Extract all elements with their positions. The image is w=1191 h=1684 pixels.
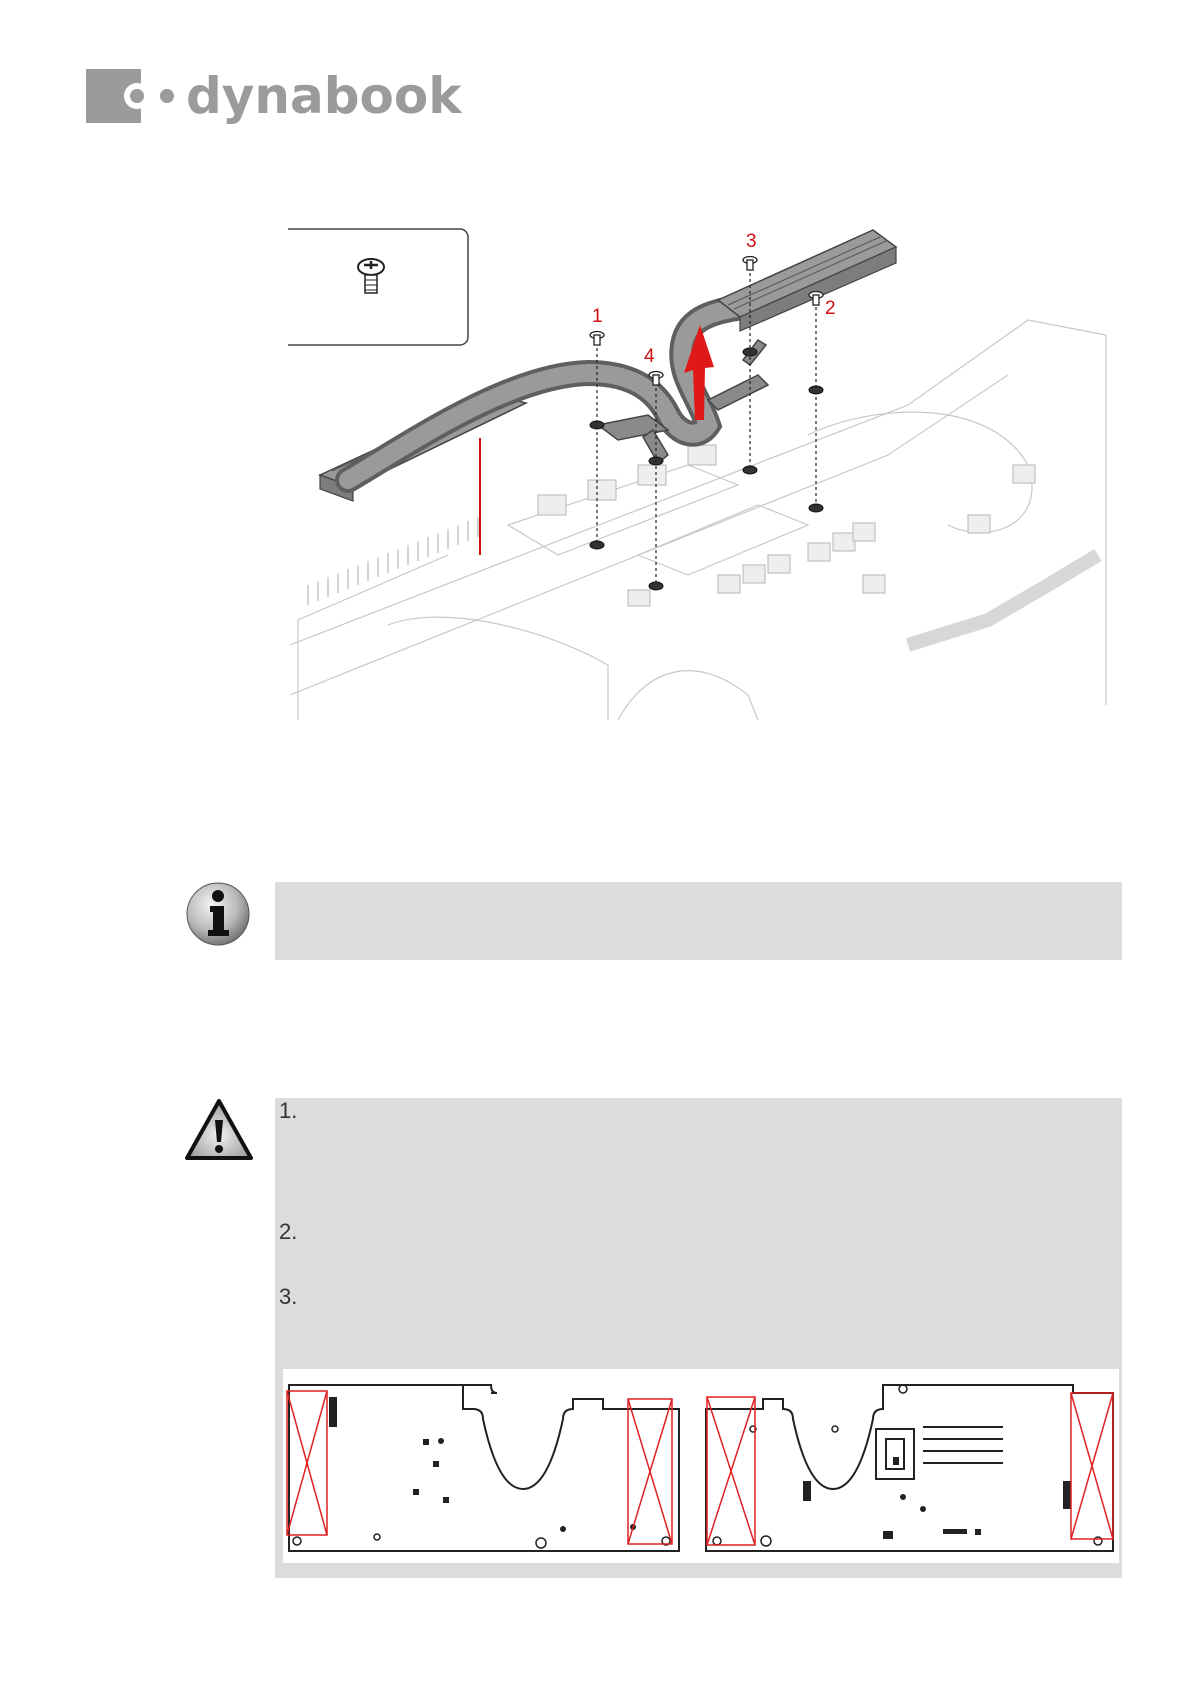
screw-label-1: 1 bbox=[592, 306, 603, 327]
caution-item-number-2: 2. bbox=[279, 1219, 298, 1244]
warning-triangle-icon bbox=[184, 1098, 254, 1164]
info-icon bbox=[184, 880, 252, 948]
screw-label-4: 4 bbox=[644, 346, 655, 367]
screw-label-3: 3 bbox=[746, 231, 757, 252]
caution-item-number-3: 3. bbox=[279, 1284, 298, 1309]
logo-wordmark: dynabook bbox=[186, 67, 462, 125]
note-panel bbox=[275, 882, 1122, 960]
caution-item-number-1: 1. bbox=[279, 1098, 298, 1123]
screw-legend-box bbox=[288, 229, 468, 345]
dynabook-logo bbox=[86, 67, 462, 125]
screw-label-2: 2 bbox=[825, 298, 836, 319]
board-diagram bbox=[283, 1369, 1119, 1563]
heatsink-removal-figure bbox=[288, 225, 1108, 720]
